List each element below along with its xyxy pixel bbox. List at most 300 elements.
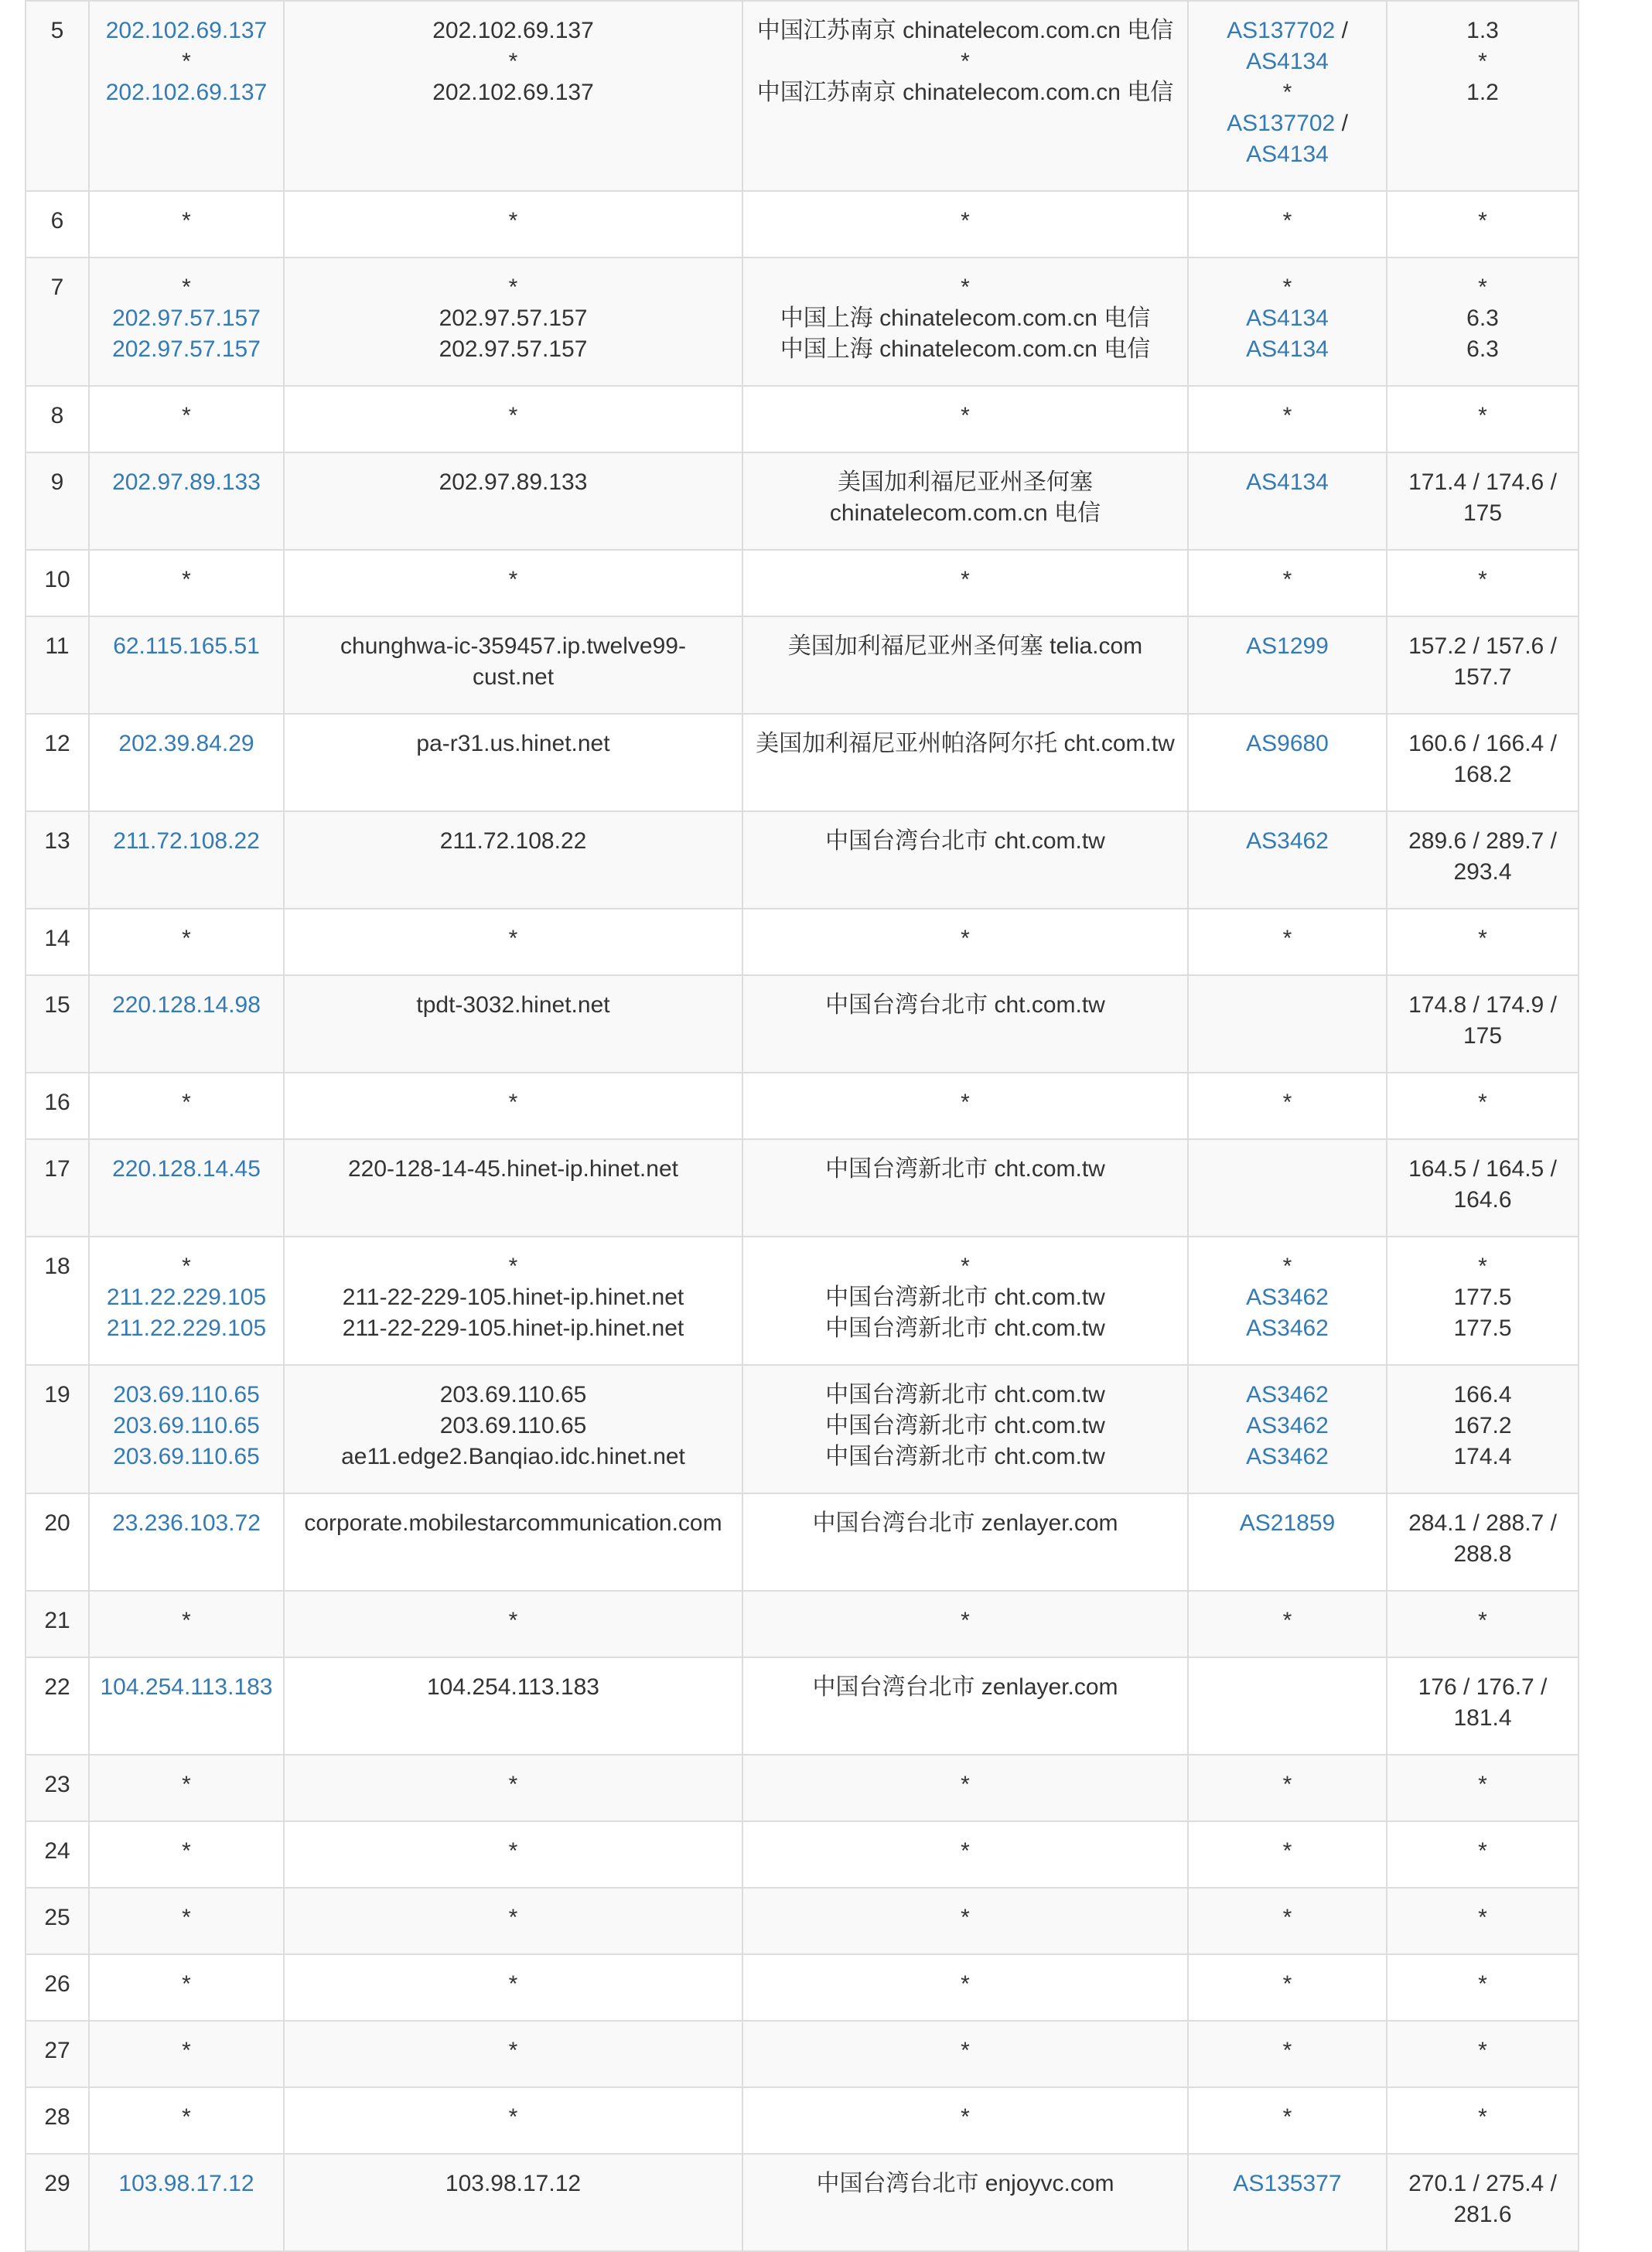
location-cell [742,1888,1188,1954]
location: * [961,1838,970,1864]
ip-link[interactable]: 203.69.110.65 [113,1413,260,1438]
hop-number: 29 [44,2171,70,2196]
asn-link[interactable]: AS4134 [1246,49,1329,74]
ip-timeout: * [182,2038,191,2063]
hostname-cell [284,1493,742,1591]
ip-cell [89,258,284,386]
asn-link[interactable]: AS4134 [1246,142,1329,167]
hop-number-cell [26,550,89,616]
rtt-cell [1387,909,1579,975]
hostname-cell [284,191,742,258]
hostname-cell [284,2154,742,2251]
asn-line [1195,1605,1380,1636]
asn-link[interactable]: AS3462 [1246,1285,1329,1310]
hop-number-cell [26,1,89,191]
asn-link[interactable]: AS135377 [1233,2171,1342,2196]
asn-line [1195,826,1380,857]
rtt-value: * [1478,1838,1487,1864]
asn-line [1195,272,1380,303]
location-cell [742,1365,1188,1493]
hostname-cell [284,1954,742,2021]
hop-row [26,909,1579,975]
hop-number-cell [26,2087,89,2154]
location: chinatelecom.com.cn 电信 [829,500,1101,526]
rtt-value: 175 [1463,1023,1503,1049]
location-cell [742,616,1188,714]
location-cell [742,975,1188,1073]
asn-link[interactable]: AS9680 [1246,731,1329,756]
asn-line [1195,923,1380,954]
asn-line [1195,1251,1380,1282]
rtt-cell [1387,550,1579,616]
asn-text: * [1282,1905,1292,1930]
rtt-cell [1387,1755,1579,1821]
hop-number-cell [26,386,89,452]
ip-link[interactable]: 202.97.57.157 [112,305,261,331]
hop-number: 22 [44,1674,70,1700]
hop-row [26,1,1579,191]
asn-link[interactable]: AS3462 [1246,1382,1329,1408]
hostname-cell [284,909,742,975]
ip-cell [89,1073,284,1139]
ip-link[interactable]: 211.72.108.22 [113,828,260,854]
location: 中国台湾新北市 cht.com.tw [825,1156,1105,1182]
ip-link[interactable]: 202.97.57.157 [112,336,261,362]
location: 中国台湾新北市 cht.com.tw [825,1444,1105,1469]
asn-line [1195,303,1380,334]
ip-link[interactable]: 23.236.103.72 [112,1510,261,1536]
asn-line [1195,1282,1380,1313]
location: 中国江苏南京 chinatelecom.com.cn 电信 [756,18,1174,43]
hop-number: 10 [44,567,70,592]
asn-text: * [1282,926,1292,951]
asn-cell [1188,550,1387,616]
hop-number: 15 [44,992,70,1018]
location: * [961,275,970,300]
hostname: pa-r31.us.hinet.net [416,731,610,756]
hostname: 202.102.69.137 [432,18,594,43]
hop-number: 27 [44,2038,70,2063]
rtt-value: 175 [1463,500,1503,526]
hostname: 211-22-229-105.hinet-ip.hinet.net [342,1285,684,1310]
asn-line [1195,2035,1380,2066]
location-cell [742,258,1188,386]
ip-timeout: * [182,49,191,74]
hostname-cell [284,1,742,191]
rtt-cell [1387,1,1579,191]
asn-link[interactable]: AS1299 [1246,633,1329,659]
hop-number: 23 [44,1772,70,1797]
ip-timeout: * [182,1838,191,1864]
asn-link[interactable]: AS137702 [1227,111,1336,136]
rtt-value: * [1478,275,1487,300]
hop-row [26,1073,1579,1139]
asn-cell [1188,2087,1387,2154]
asn-text: * [1282,1838,1292,1864]
location: * [961,208,970,234]
hop-row [26,1365,1579,1493]
rtt-value: 168.2 [1453,762,1512,787]
hop-row [26,452,1579,550]
hop-number-cell [26,714,89,811]
hop-number-cell [26,191,89,258]
hostname: * [508,567,518,592]
rtt-value: 6.3 [1466,305,1499,331]
hostname-cell [284,616,742,714]
hostname: * [508,1838,518,1864]
rtt-value: * [1478,1608,1487,1633]
ip-cell [89,909,284,975]
rtt-value: 157.7 [1453,664,1512,690]
rtt-value: 167.2 [1453,1413,1512,1438]
hostname: 202.102.69.137 [432,80,594,105]
location: * [961,1608,970,1633]
asn-cell [1188,1,1387,191]
location-cell [742,2154,1188,2251]
hop-row [26,2154,1579,2251]
asn-line [1195,46,1380,77]
hostname: * [508,1772,518,1797]
hop-row [26,1888,1579,1954]
hostname-cell [284,550,742,616]
hop-number: 11 [45,633,70,659]
hop-number: 20 [44,1510,70,1536]
location-cell [742,1591,1188,1657]
location: 中国台湾新北市 cht.com.tw [825,1285,1105,1310]
asn-text: * [1282,1608,1292,1633]
location: * [961,567,970,592]
hostname: ae11.edge2.Banqiao.idc.hinet.net [341,1444,685,1469]
ip-timeout: * [182,1772,191,1797]
hop-row [26,811,1579,909]
location-cell [742,1821,1188,1888]
ip-link[interactable]: 62.115.165.51 [113,633,260,659]
rtt-cell [1387,1657,1579,1755]
asn-cell [1188,714,1387,811]
hop-row [26,714,1579,811]
ip-timeout: * [182,567,191,592]
ip-cell [89,1821,284,1888]
hostname-cell [284,811,742,909]
asn-text: * [1282,275,1292,300]
ip-cell [89,975,284,1073]
asn-line [1195,1411,1380,1442]
asn-line [1195,1087,1380,1118]
hostname: * [508,49,518,74]
location: 中国江苏南京 chinatelecom.com.cn 电信 [756,80,1174,105]
location-cell [742,550,1188,616]
hostname: * [508,926,518,951]
ip-link[interactable]: 202.97.89.133 [112,469,261,495]
rtt-cell [1387,1237,1579,1365]
location-cell [742,452,1188,550]
hop-number-cell [26,811,89,909]
hop-number-cell [26,616,89,714]
hostname-cell [284,386,742,452]
asn-text: * [1282,1971,1292,1997]
ip-link[interactable]: 211.22.229.105 [106,1285,267,1310]
rtt-value: 164.6 [1453,1187,1512,1213]
rtt-cell [1387,2154,1579,2251]
hop-number: 8 [50,403,64,428]
asn-link[interactable]: AS3462 [1246,828,1329,854]
ip-cell [89,1139,284,1237]
asn-cell [1188,1237,1387,1365]
rtt-value: 177.5 [1453,1285,1512,1310]
ip-link[interactable]: 104.254.113.183 [100,1674,273,1700]
asn-link[interactable]: AS4134 [1246,336,1329,362]
asn-line [1195,1442,1380,1472]
hostname: cust.net [472,664,555,690]
hostname-cell [284,1237,742,1365]
hostname-cell [284,714,742,811]
location: 中国台湾台北市 zenlayer.com [812,1510,1118,1536]
location: 美国加利福尼亚州圣何塞 [838,469,1093,495]
hostname: 202.97.57.157 [439,305,588,331]
asn-link[interactable]: AS4134 [1246,305,1329,331]
hostname: 202.97.89.133 [439,469,588,495]
hop-row [26,1821,1579,1888]
location: 中国上海 chinatelecom.com.cn 电信 [780,305,1151,331]
hop-row [26,1237,1579,1365]
hostname: * [508,2104,518,2130]
rtt-value: * [1478,1905,1487,1930]
hop-number: 9 [50,469,64,495]
rtt-value: 293.4 [1453,859,1512,885]
asn-text: * [1282,2038,1292,2063]
hostname-cell [284,1657,742,1755]
location: * [961,403,970,428]
asn-cell [1188,386,1387,452]
rtt-cell [1387,2087,1579,2154]
hostname: * [508,1971,518,1997]
location: 中国台湾新北市 cht.com.tw [825,1382,1105,1408]
ip-link[interactable]: 203.69.110.65 [113,1382,260,1408]
asn-link[interactable]: AS21859 [1239,1510,1336,1536]
ip-cell [89,1,284,191]
location: 中国台湾台北市 zenlayer.com [812,1674,1118,1700]
hostname: * [508,275,518,300]
hop-number: 25 [44,1905,70,1930]
ip-cell [89,714,284,811]
asn-line [1195,1769,1380,1800]
location-cell [742,909,1188,975]
hop-number: 14 [44,926,70,951]
asn-cell [1188,975,1387,1073]
hop-number: 5 [50,18,64,43]
asn-line [1195,467,1380,498]
rtt-value: 174.4 [1453,1444,1512,1469]
location: 中国台湾新北市 cht.com.tw [825,1315,1105,1341]
hostname-cell [284,1821,742,1888]
asn-line [1195,1313,1380,1344]
asn-link[interactable]: AS3462 [1246,1444,1329,1469]
hop-number-cell [26,1073,89,1139]
asn-line [1195,2102,1380,2133]
hostname: 202.97.57.157 [439,336,588,362]
ip-timeout: * [182,1905,191,1930]
rtt-value: 6.3 [1466,336,1499,362]
rtt-value: 157.2 / 157.6 / [1408,633,1557,659]
location: * [961,1090,970,1115]
ip-cell [89,1954,284,2021]
hop-number: 7 [50,275,64,300]
asn-cell [1188,1139,1387,1237]
hop-number: 12 [44,731,70,756]
ip-cell [89,1657,284,1755]
ip-link[interactable]: 220.128.14.45 [112,1156,261,1182]
asn-line [1195,1380,1380,1411]
asn-text: * [1282,80,1292,105]
asn-cell [1188,1755,1387,1821]
hop-row [26,1657,1579,1755]
location: * [961,2104,970,2130]
ip-link[interactable]: 202.39.84.29 [118,731,254,756]
hop-row [26,1591,1579,1657]
asn-line [1195,401,1380,432]
hop-number-cell [26,1237,89,1365]
hostname-cell [284,1755,742,1821]
asn-cell [1188,191,1387,258]
hop-row [26,616,1579,714]
ip-timeout: * [182,1971,191,1997]
rtt-value: 270.1 / 275.4 / [1408,2171,1557,2196]
asn-text: * [1282,208,1292,234]
rtt-value: 177.5 [1453,1315,1512,1341]
location: * [961,926,970,951]
asn-text: * [1282,1090,1292,1115]
hostname-cell [284,975,742,1073]
rtt-value: 166.4 [1453,1382,1512,1408]
asn-line [1195,2168,1380,2199]
rtt-value: * [1478,2104,1487,2130]
rtt-value: * [1478,1254,1487,1279]
rtt-cell [1387,1073,1579,1139]
hostname: corporate.mobilestarcommunication.com [304,1510,722,1536]
rtt-value: 284.1 / 288.7 / [1408,1510,1557,1536]
ip-cell [89,2087,284,2154]
rtt-value: * [1478,926,1487,951]
hop-number: 21 [44,1608,70,1633]
asn-line [1195,631,1380,662]
rtt-value: 174.8 / 174.9 / [1408,992,1557,1018]
ip-timeout: * [182,1090,191,1115]
location: * [961,2038,970,2063]
asn-link[interactable]: AS137702 [1227,18,1336,43]
ip-link[interactable]: 103.98.17.12 [118,2171,254,2196]
hostname: * [508,403,518,428]
hop-row [26,2087,1579,2154]
rtt-cell [1387,1888,1579,1954]
asn-text: / [1335,111,1348,136]
location: * [961,1254,970,1279]
ip-link[interactable]: 202.102.69.137 [105,18,268,43]
rtt-value: 289.6 / 289.7 / [1408,828,1557,854]
asn-link[interactable]: AS4134 [1246,469,1329,495]
hostname-cell [284,1139,742,1237]
hop-number-cell [26,1954,89,2021]
rtt-value: * [1478,208,1487,234]
hostname-cell [284,1591,742,1657]
rtt-cell [1387,386,1579,452]
asn-text: * [1282,567,1292,592]
rtt-cell [1387,616,1579,714]
hostname-cell [284,1073,742,1139]
hop-row [26,191,1579,258]
rtt-value: 281.6 [1453,2202,1512,2227]
asn-text: / [1335,18,1348,43]
hop-row [26,386,1579,452]
asn-text: * [1282,1254,1292,1279]
hostname: 220-128-14-45.hinet-ip.hinet.net [348,1156,678,1182]
hop-number-cell [26,1821,89,1888]
location-cell [742,1,1188,191]
location-cell [742,714,1188,811]
hop-number: 16 [44,1090,70,1115]
ip-cell [89,1493,284,1591]
rtt-value: * [1478,1772,1487,1797]
asn-line [1195,1836,1380,1867]
asn-link[interactable]: AS3462 [1246,1315,1329,1341]
rtt-cell [1387,714,1579,811]
hop-row [26,1954,1579,2021]
hop-number-cell [26,1755,89,1821]
rtt-value: * [1478,49,1487,74]
ip-link[interactable]: 220.128.14.98 [112,992,261,1018]
asn-cell [1188,1657,1387,1755]
ip-link[interactable]: 202.102.69.137 [105,80,268,105]
asn-text: * [1282,1772,1292,1797]
rtt-value: * [1478,1090,1487,1115]
location: 美国加利福尼亚州帕洛阿尔托 cht.com.tw [756,731,1175,756]
location-cell [742,1493,1188,1591]
ip-link[interactable]: 211.22.229.105 [106,1315,267,1341]
hostname-cell [284,452,742,550]
hostname: * [508,1905,518,1930]
ip-cell [89,2154,284,2251]
asn-link[interactable]: AS3462 [1246,1413,1329,1438]
rtt-cell [1387,811,1579,909]
asn-line [1195,206,1380,237]
hop-number: 19 [44,1382,70,1408]
hop-number-cell [26,452,89,550]
ip-cell [89,550,284,616]
ip-link[interactable]: 203.69.110.65 [113,1444,260,1469]
hop-number-cell [26,1493,89,1591]
rtt-cell [1387,452,1579,550]
asn-line [1195,728,1380,759]
ip-timeout: * [182,403,191,428]
rtt-cell [1387,975,1579,1073]
ip-cell [89,1237,284,1365]
ip-cell [89,1591,284,1657]
hop-number-cell [26,2154,89,2251]
ip-timeout: * [182,1608,191,1633]
hop-number-cell [26,258,89,386]
asn-line [1195,1508,1380,1539]
ip-cell [89,1755,284,1821]
location-cell [742,1073,1188,1139]
hostname: 203.69.110.65 [439,1382,587,1408]
location: 中国上海 chinatelecom.com.cn 电信 [780,336,1151,362]
ip-timeout: * [182,208,191,234]
hop-number-cell [26,909,89,975]
rtt-value: 1.3 [1466,18,1499,43]
location: * [961,1905,970,1930]
hop-number-cell [26,975,89,1073]
hop-row [26,975,1579,1073]
hostname-cell [284,258,742,386]
